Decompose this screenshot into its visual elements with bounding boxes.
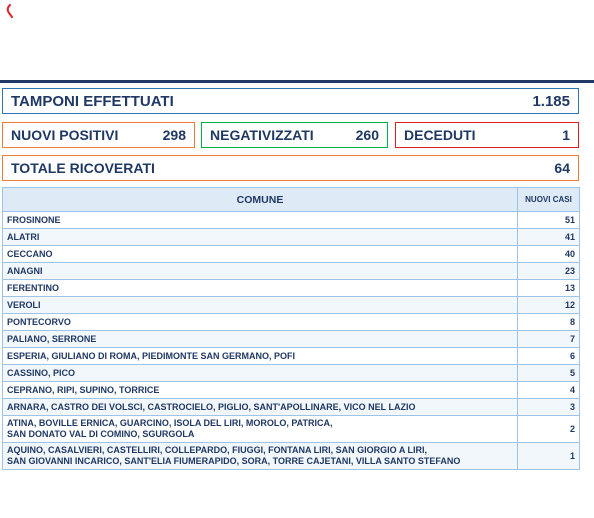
nuovi-casi-cell: 13 (518, 280, 580, 297)
tamponi-value: 1.185 (532, 92, 570, 110)
nuovi-casi-column-header: NUOVI CASI (518, 188, 580, 212)
deceduti-value: 1 (562, 127, 570, 143)
table-row (3, 443, 580, 470)
table-row (3, 229, 580, 246)
totale-ricoverati-value: 64 (554, 160, 570, 176)
comune-cell: AQUINO, CASALVIERI, CASTELLIRI, COLLEPARDO, FIUGGI, FONTANA LIRI, SAN GIORGIO A LIRI, SAN GIOVANNI INCARICO, SANT'ELIA FIUMERAPIDO, SORA, TORRE CAJETANI, VILLA SANTO STEFANO (3, 443, 518, 470)
deceduti-box (395, 122, 579, 148)
table-row (3, 331, 580, 348)
table-row (3, 382, 580, 399)
nuovi-casi-cell: 4 (518, 382, 580, 399)
table-row (3, 212, 580, 229)
comune-cell: PONTECORVO (3, 314, 518, 331)
deceduti-label: DECEDUTI (404, 127, 476, 143)
logo-fragment-icon (5, 4, 15, 18)
nuovi-casi-cell: 7 (518, 331, 580, 348)
tamponi-effettuati-box (2, 88, 579, 114)
table-row (3, 399, 580, 416)
comune-cell: ARNARA, CASTRO DEI VOLSCI, CASTROCIELO, PIGLIO, SANT'APOLLINARE, VICO NEL LAZIO (3, 399, 518, 416)
table-row (3, 348, 580, 365)
nuovi-positivi-value: 298 (162, 127, 186, 143)
comune-cell: ALATRI (3, 229, 518, 246)
nuovi-casi-cell: 40 (518, 246, 580, 263)
table-row (3, 416, 580, 443)
table-row (3, 297, 580, 314)
comune-cell: ANAGNI (3, 263, 518, 280)
comune-cell: CECCANO (3, 246, 518, 263)
table-row (3, 314, 580, 331)
table-row (3, 280, 580, 297)
comune-cell: ATINA, BOVILLE ERNICA, GUARCINO, ISOLA DEL LIRI, MOROLO, PATRICA, SAN DONATO VAL DI COMINO, SGURGOLA (3, 416, 518, 443)
table-row (3, 263, 580, 280)
comune-cell: VEROLI (3, 297, 518, 314)
nuovi-casi-cell: 8 (518, 314, 580, 331)
nuovi-casi-cell: 3 (518, 399, 580, 416)
nuovi-casi-cell: 2 (518, 416, 580, 443)
negativizzati-box (201, 122, 388, 148)
comune-cell: CASSINO, PICO (3, 365, 518, 382)
nuovi-positivi-box (2, 122, 195, 148)
comune-cell: FERENTINO (3, 280, 518, 297)
table-row (3, 365, 580, 382)
nuovi-positivi-label: NUOVI POSITIVI (11, 127, 119, 143)
negativizzati-value: 260 (355, 127, 379, 143)
top-divider (0, 80, 594, 83)
nuovi-casi-cell: 1 (518, 443, 580, 470)
table-row (3, 246, 580, 263)
table-header-row (3, 188, 580, 212)
nuovi-casi-per-comune-table (2, 187, 580, 470)
nuovi-casi-cell: 12 (518, 297, 580, 314)
comune-cell: CEPRANO, RIPI, SUPINO, TORRICE (3, 382, 518, 399)
nuovi-casi-cell: 6 (518, 348, 580, 365)
nuovi-casi-cell: 5 (518, 365, 580, 382)
nuovi-casi-cell: 51 (518, 212, 580, 229)
comune-column-header: COMUNE (3, 188, 518, 212)
table-body (3, 212, 580, 470)
tamponi-label: TAMPONI EFFETTUATI (11, 92, 174, 110)
nuovi-casi-cell: 41 (518, 229, 580, 246)
totale-ricoverati-box (2, 155, 579, 181)
comune-cell: FROSINONE (3, 212, 518, 229)
nuovi-casi-cell: 23 (518, 263, 580, 280)
negativizzati-label: NEGATIVIZZATI (210, 127, 314, 143)
comune-cell: PALIANO, SERRONE (3, 331, 518, 348)
comune-cell: ESPERIA, GIULIANO DI ROMA, PIEDIMONTE SAN GERMANO, POFI (3, 348, 518, 365)
totale-ricoverati-label: TOTALE RICOVERATI (11, 160, 155, 176)
